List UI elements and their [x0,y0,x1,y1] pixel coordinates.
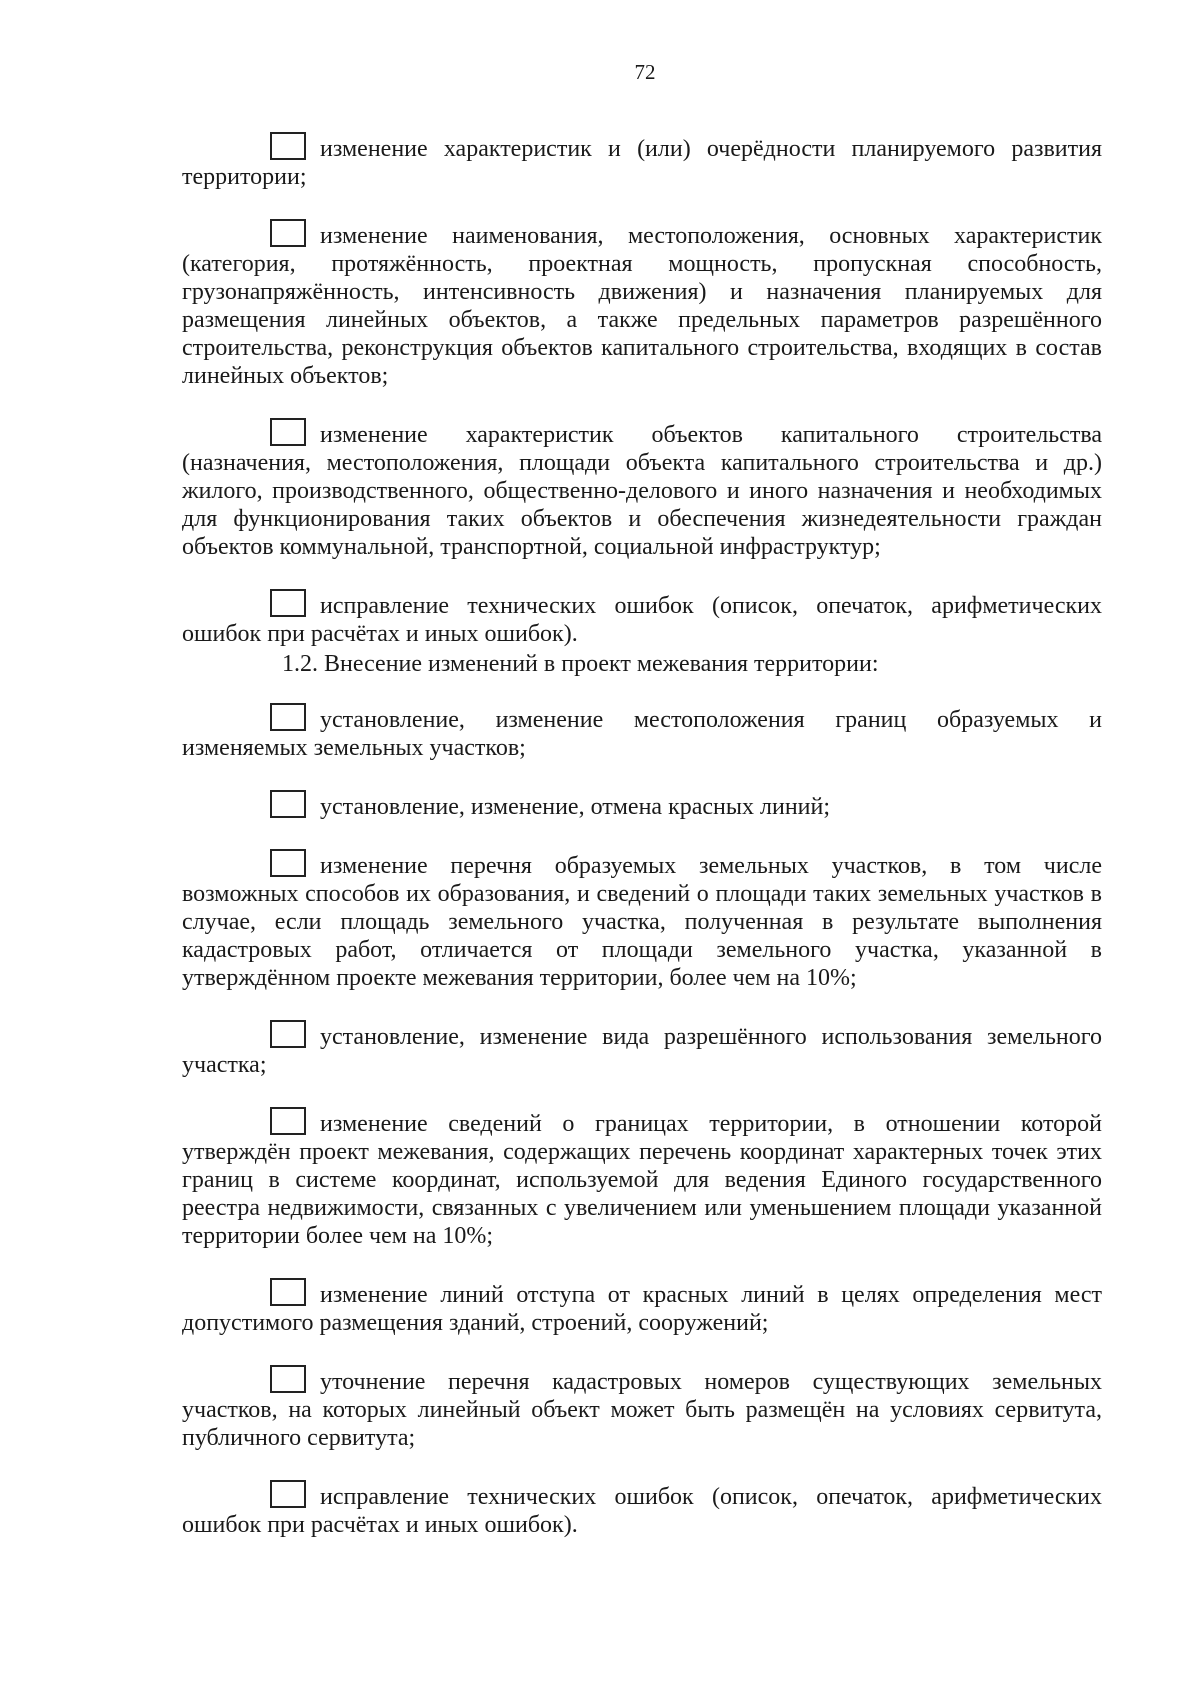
checkbox[interactable] [270,1365,306,1393]
document-body [182,132,1102,1567]
option-text: изменение характеристик и (или) очерёдности планируемого развития территории; [182,136,1102,190]
option-land-plot-boundaries [182,703,1102,762]
checkbox[interactable] [270,1107,306,1135]
option-territory-development [182,132,1102,191]
option-text: изменение характеристик объектов капитального строительства (назначения, местоположения, площади объекта капитального строительства и др.) жилого, производственного, общественно-делового и иного назначения и необходимых для функционирования таких объектов и обеспечения жизнедеятельности граждан объектов коммунальной, транспортной, социальной инфраструктур; [182,422,1102,560]
option-text: изменение сведений о границах территории, в отношении которой утверждён проект межевания, содержащих перечень координат характерных точек этих границ в системе координат, используемой для ведения Единого государственного реестра недвижимости, связанных с увеличением или уменьшением площади указанной территории более чем на 10%; [182,1111,1102,1249]
option-text: изменение наименования, местоположения, основных характеристик (категория, протяжённость, проектная мощность, пропускная способность, грузонапряжённость, интенсивность движения) и назначения планируемых для размещения линейных объектов, а также предельных параметров разрешённого строительства, реконструкция объектов капитального строительства, входящих в состав линейных объектов; [182,223,1102,389]
checkbox[interactable] [270,589,306,617]
checkbox[interactable] [270,849,306,877]
checkbox[interactable] [270,1480,306,1508]
checkbox[interactable] [270,418,306,446]
option-text: установление, изменение вида разрешённого использования земельного участка; [182,1024,1102,1078]
checkbox[interactable] [270,703,306,731]
option-capital-construction [182,418,1102,561]
option-red-lines [182,790,1102,821]
option-permitted-use [182,1020,1102,1079]
option-technical-errors [182,589,1102,648]
checkbox[interactable] [270,132,306,160]
checkbox[interactable] [270,219,306,247]
checkbox[interactable] [270,1020,306,1048]
checkbox[interactable] [270,790,306,818]
option-text: установление, изменение, отмена красных линий; [320,794,831,820]
section-heading: 1.2. Внесение изменений в проект межевания территории: [282,651,879,677]
option-text: изменение линий отступа от красных линий в целях определения мест допустимого размещения зданий, строений, сооружений; [182,1282,1102,1336]
option-territory-boundaries [182,1107,1102,1250]
option-text: уточнение перечня кадастровых номеров существующих земельных участков, на которых линейный объект может быть размещён на условиях сервитута, публичного сервитута; [182,1369,1102,1451]
option-text: исправление технических ошибок (описок, опечаток, арифметических ошибок при расчётах и иных ошибок). [182,593,1102,647]
page-number: 72 [634,60,656,84]
option-setback-lines [182,1278,1102,1337]
option-text: установление, изменение местоположения границ образуемых и изменяемых земельных участков; [182,707,1102,761]
option-land-plot-list [182,849,1102,992]
checkbox[interactable] [270,1278,306,1306]
option-text: изменение перечня образуемых земельных участков, в том числе возможных способов их образования, и сведений о площади таких земельных участков в случае, если площадь земельного участка, полученная в результате выполнения кадастровых работ, отличается от площади земельного участка, указанной в утверждённом проекте межевания территории, более чем на 10%; [182,853,1102,991]
option-text: исправление технических ошибок (описок, опечаток, арифметических ошибок при расчётах и иных ошибок). [182,1484,1102,1538]
option-linear-objects [182,219,1102,390]
option-cadastral-numbers [182,1365,1102,1452]
option-technical-errors-2 [182,1480,1102,1539]
